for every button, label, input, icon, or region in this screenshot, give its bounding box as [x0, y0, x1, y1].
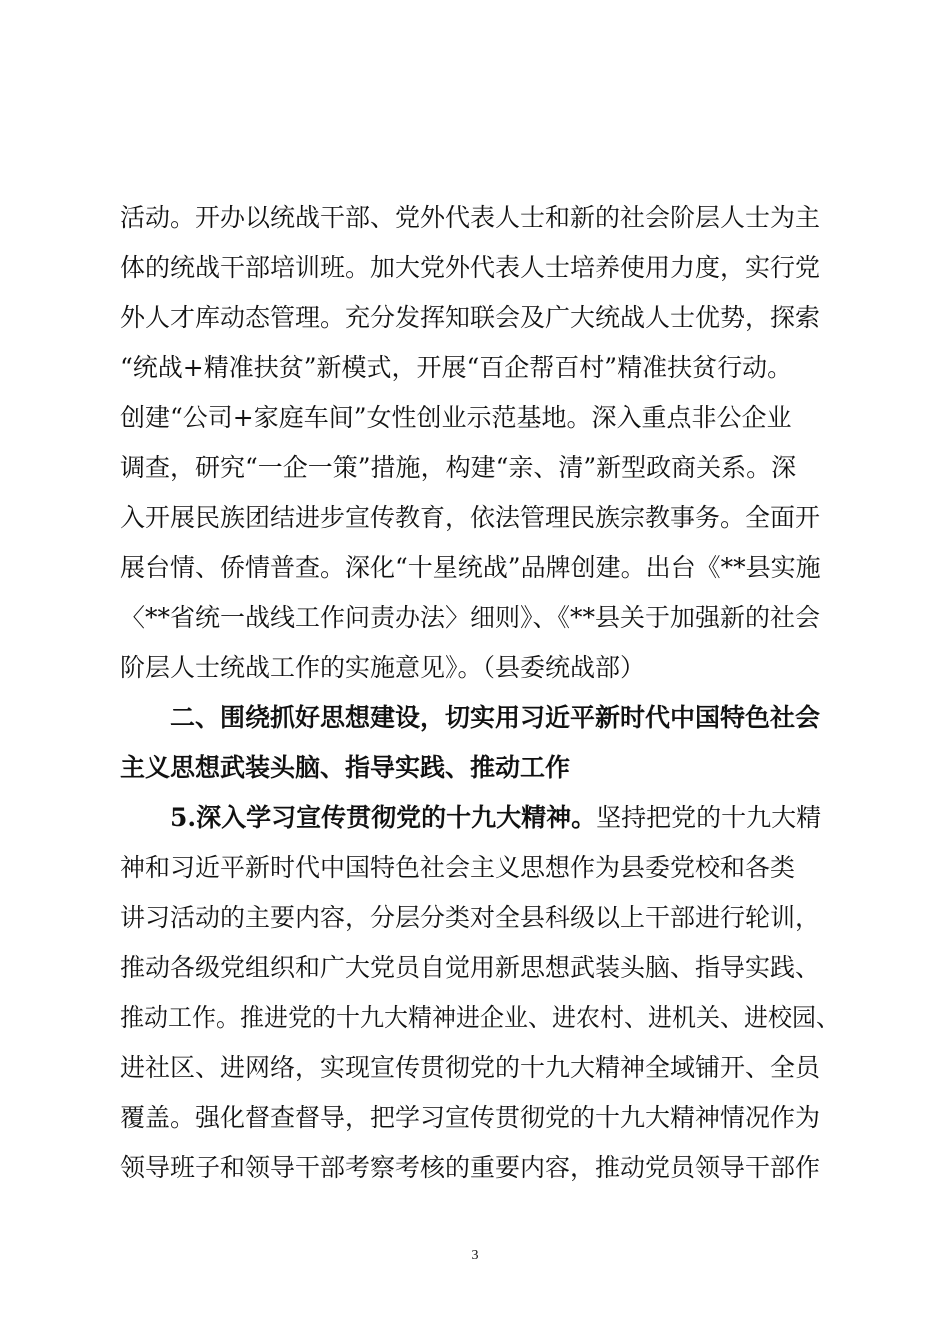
paragraph-line: 活动。开办以统战干部、党外代表人士和新的社会阶层人士为主	[120, 203, 821, 232]
paragraph-line: 进社区、进网络，实现宣传贯彻党的十九大精神全域铺开、全员	[120, 1053, 821, 1082]
paragraph-line: 推动工作。推进党的十九大精神进企业、进农村、进机关、进校园、	[120, 1003, 841, 1032]
paragraph-line: 展台情、侨情普查。深化“十星统战”品牌创建。出台《**县实施	[120, 553, 821, 582]
paragraph-line: 〈**省统一战线工作问责办法〉细则》、《**县关于加强新的社会	[120, 603, 821, 632]
paragraph-line: 调查，研究“一企一策”措施，构建“亲、清”新型政商关系。深	[120, 453, 797, 482]
paragraph-line: 外人才库动态管理。充分发挥知联会及广大统战人士优势，探索	[120, 303, 821, 332]
paragraph-line: 创建“公司+家庭车间”女性创业示范基地。深入重点非公企业	[120, 403, 792, 432]
item-5-first-line	[170, 800, 840, 836]
paragraph-line: 推动各级党组织和广大党员自觉用新思想武装头脑、指导实践、	[120, 953, 821, 982]
paragraph-line: 覆盖。强化督查督导，把学习宣传贯彻党的十九大精神情况作为	[120, 1103, 821, 1132]
paragraph-line: 神和习近平新时代中国特色社会主义思想作为县委党校和各类	[120, 853, 796, 882]
paragraph-line: 领导班子和领导干部考察考核的重要内容，推动党员领导干部作	[120, 1153, 821, 1182]
paragraph-line: 入开展民族团结进步宣传教育，依法管理民族宗教事务。全面开	[120, 503, 821, 532]
paragraph-line: 体的统战干部培训班。加大党外代表人士培养使用力度，实行党	[120, 253, 821, 282]
section-heading-line-2: 主义思想武装头脑、指导实践、推动工作	[120, 753, 571, 782]
paragraph-line: 阶层人士统战工作的实施意见》。（县委统战部）	[120, 653, 646, 682]
section-heading-line-1: 二、围绕抓好思想建设，切实用习近平新时代中国特色社会	[170, 703, 821, 732]
item-5-title: 5.深入学习宣传贯彻党的十九大精神。	[170, 803, 597, 832]
paragraph-line: 讲习活动的主要内容，分层分类对全县科级以上干部进行轮训，	[120, 903, 821, 932]
item-5-first-line-text: 坚持把党的十九大精	[596, 803, 822, 832]
page-number: 3	[471, 1248, 479, 1263]
paragraph-line: “统战+精准扶贫”新模式，开展“百企帮百村”精准扶贫行动。	[120, 353, 793, 382]
